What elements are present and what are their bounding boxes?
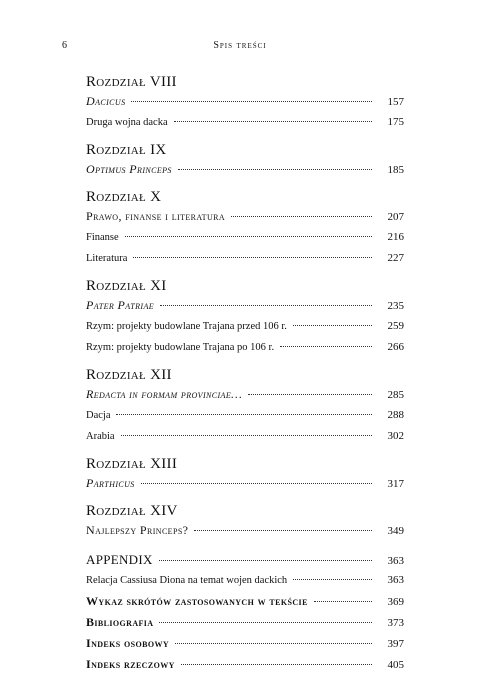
dot-leader [231, 216, 372, 217]
entry-title: Literatura [86, 253, 128, 264]
entry-page-number: 288 [387, 409, 404, 421]
toc-entry[interactable] [86, 384, 404, 405]
toc-entry[interactable] [86, 520, 404, 541]
chapter-heading: Rozdział XI [86, 278, 167, 294]
running-header [62, 40, 418, 54]
toc-entry[interactable] [86, 316, 404, 337]
entry-title: Bibliografia [86, 615, 154, 629]
entry-page-number: 363 [387, 574, 404, 586]
chapter-heading: Rozdział X [86, 189, 162, 205]
entry-title: Najlepszy Princeps? [86, 523, 189, 537]
entry-title: Indeks rzeczowy [86, 657, 175, 671]
dot-leader [159, 560, 372, 561]
entry-page-number: 216 [387, 231, 404, 243]
entry-page-number: 157 [387, 96, 404, 108]
toc-entry[interactable] [86, 295, 404, 316]
chapter-heading: Rozdział VIII [86, 74, 177, 90]
toc-entry[interactable] [86, 206, 404, 227]
dot-leader [141, 483, 372, 484]
toc-entry[interactable] [86, 654, 404, 675]
dot-leader [181, 664, 372, 665]
dot-leader [116, 414, 372, 415]
chapter-heading: Rozdział IX [86, 142, 167, 158]
dot-leader [293, 325, 372, 326]
entry-page-number: 227 [387, 252, 404, 264]
entry-title: Druga wojna dacka [86, 117, 168, 128]
entry-page-number: 363 [387, 555, 404, 567]
entry-page-number: 259 [387, 320, 404, 332]
page-number: 6 [62, 40, 67, 51]
entry-title: Dacicus [86, 94, 126, 108]
toc-entry[interactable] [86, 612, 404, 633]
dot-leader [121, 435, 372, 436]
dot-leader [131, 101, 372, 102]
toc-entry[interactable] [86, 570, 404, 591]
dot-leader [125, 236, 372, 237]
entry-title: Arabia [86, 431, 115, 442]
dot-leader [178, 169, 372, 170]
toc-entry[interactable] [86, 591, 404, 612]
entry-title: Prawo, finanse i literatura [86, 209, 226, 223]
dot-leader [194, 530, 372, 531]
dot-leader [175, 643, 372, 644]
entry-page-number: 369 [387, 596, 404, 608]
dot-leader [159, 622, 372, 623]
dot-leader [293, 579, 372, 580]
entry-page-number: 373 [387, 617, 404, 629]
chapter-heading: Rozdział XII [86, 367, 172, 383]
entry-page-number: 349 [387, 525, 404, 537]
entry-title: Finanse [86, 232, 119, 243]
chapter-heading: Rozdział XIII [86, 456, 178, 472]
running-title: Spis treści [213, 40, 267, 51]
dot-leader [248, 394, 372, 395]
dot-leader [280, 346, 372, 347]
entry-title: Rzym: projekty budowlane Trajana po 106 r. [86, 342, 275, 353]
entry-title: APPENDIX [86, 552, 153, 567]
entry-page-number: 266 [387, 341, 404, 353]
entry-title: Redacta in formam provinciae… [86, 387, 243, 401]
dot-leader [314, 601, 372, 602]
toc-entry[interactable] [86, 337, 404, 358]
toc-entry[interactable] [86, 112, 404, 133]
toc-entry[interactable] [86, 227, 404, 248]
toc-entry[interactable] [86, 549, 404, 570]
entry-title: Parthicus [86, 476, 135, 490]
entry-page-number: 285 [387, 389, 404, 401]
entry-page-number: 235 [387, 300, 404, 312]
entry-page-number: 207 [387, 211, 404, 223]
toc-entry[interactable] [86, 405, 404, 426]
entry-page-number: 175 [387, 116, 404, 128]
toc-entry[interactable] [86, 159, 404, 180]
dot-leader [160, 305, 372, 306]
toc-entry[interactable] [86, 633, 404, 654]
entry-title: Wykaz skrótów zastosowanych w tekście [86, 594, 308, 608]
entry-title: Optimus Princeps [86, 162, 172, 176]
chapter-heading: Rozdział XIV [86, 503, 178, 519]
entry-page-number: 405 [387, 659, 404, 671]
entry-title: Dacja [86, 410, 111, 421]
entry-title: Indeks osobowy [86, 636, 170, 650]
entry-title: Relacja Cassiusa Diona na temat wojen dackich [86, 575, 288, 586]
entry-page-number: 302 [387, 430, 404, 442]
dot-leader [174, 121, 372, 122]
entry-page-number: 317 [387, 478, 404, 490]
entry-page-number: 185 [387, 164, 404, 176]
toc-entry[interactable] [86, 91, 404, 112]
dot-leader [133, 257, 372, 258]
table-of-contents [86, 73, 404, 675]
entry-page-number: 397 [387, 638, 404, 650]
toc-entry[interactable] [86, 426, 404, 447]
toc-entry[interactable] [86, 473, 404, 494]
toc-entry[interactable] [86, 248, 404, 269]
entry-title: Pater Patriae [86, 298, 155, 312]
entry-title: Rzym: projekty budowlane Trajana przed 106 r. [86, 321, 287, 332]
